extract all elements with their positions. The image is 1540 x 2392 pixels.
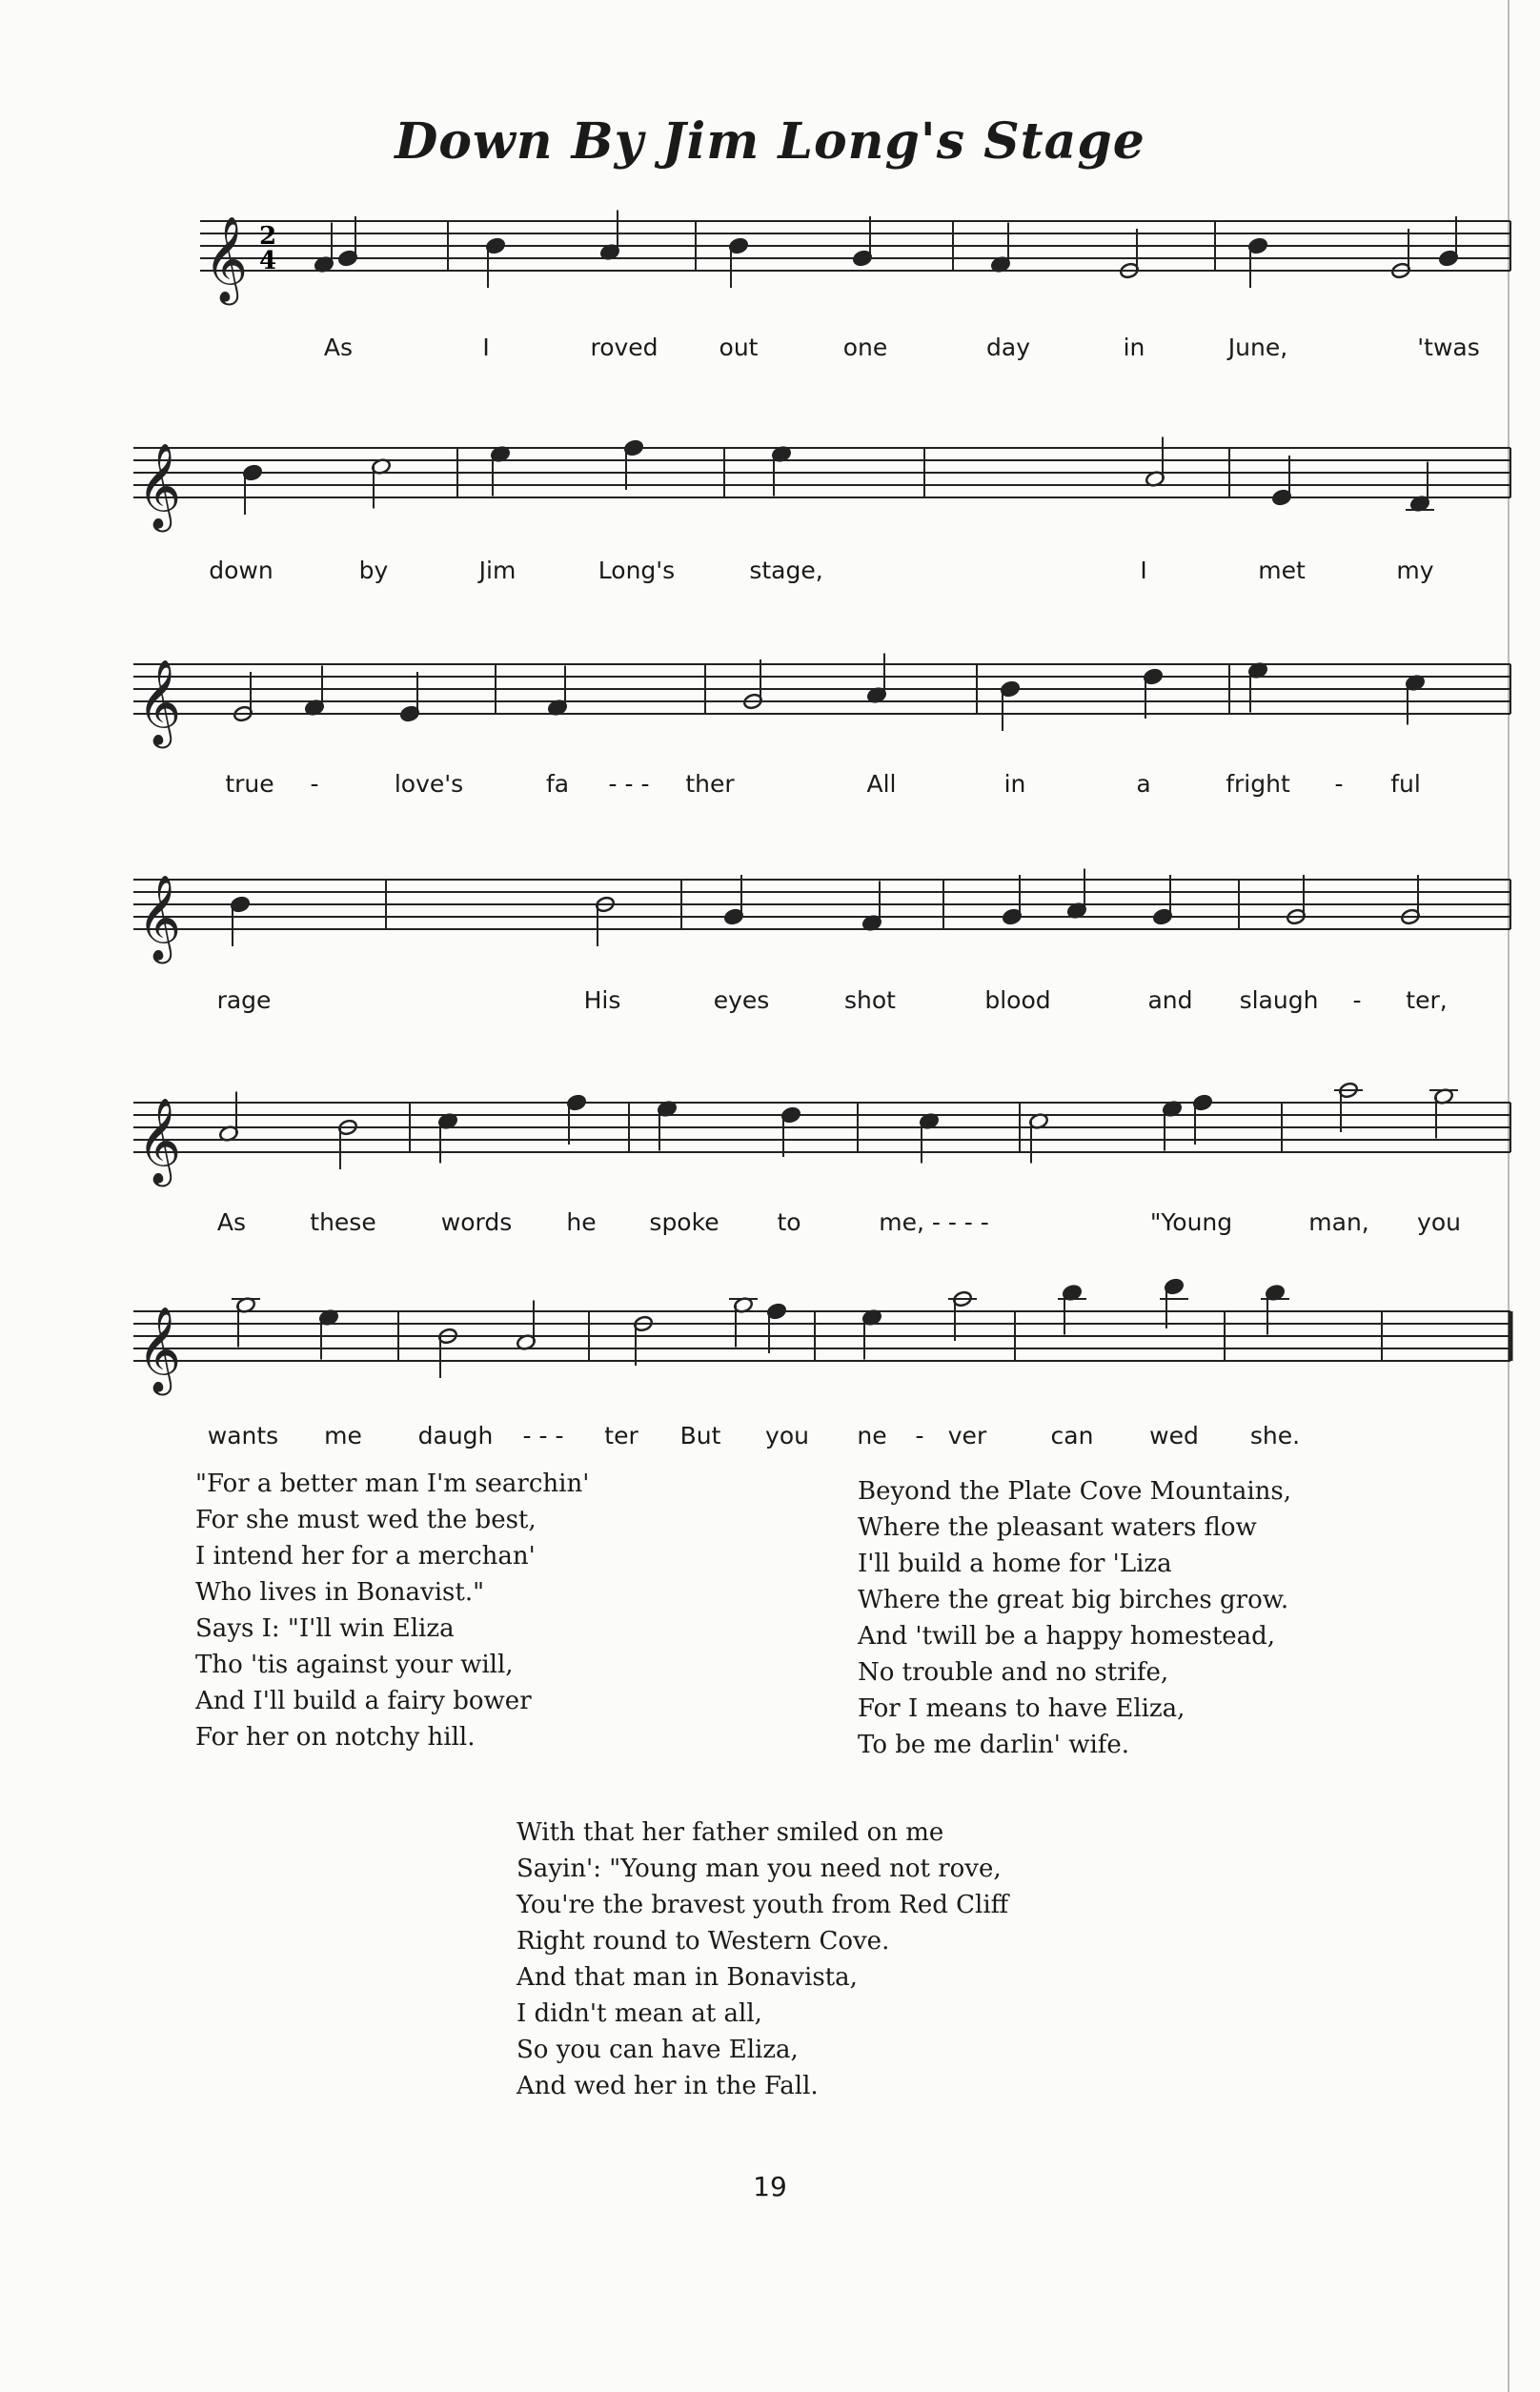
time-signature: 4: [259, 247, 277, 275]
lyric-syllable: As: [216, 1208, 247, 1236]
lyric-syllable: fright: [1226, 770, 1290, 798]
lyric-syllable: I: [1140, 557, 1147, 584]
lyric-syllable: Long's: [598, 557, 676, 584]
lyric-syllable: she.: [1249, 1422, 1301, 1449]
lyric-syllable: can: [1050, 1422, 1094, 1449]
lyric-syllable: stage,: [749, 557, 823, 584]
verse-line: With that her father smiled on me: [517, 1818, 944, 1847]
lyric-syllable: All: [866, 770, 897, 798]
verse-4: [517, 1814, 1008, 2104]
lyric-syllable: one: [842, 334, 888, 361]
verse-line: And 'twill be a happy homestead,: [858, 1622, 1276, 1651]
verse-line: "For a better man I'm searchin': [195, 1470, 590, 1498]
lyric-syllable: His: [583, 986, 621, 1014]
treble-clef-icon: 𝄞: [137, 1098, 182, 1184]
verse-line: Right round to Western Cove.: [517, 1927, 890, 1956]
lyric-syllable: met: [1258, 557, 1306, 584]
verse-3: [858, 1473, 1291, 1763]
lyric-syllable: man,: [1308, 1208, 1369, 1236]
lyric-syllable: daugh: [417, 1422, 494, 1449]
treble-clef-icon: 𝄞: [137, 659, 182, 745]
staff-system-5: [133, 1082, 1510, 1187]
verse-line: For her on notchy hill.: [195, 1723, 476, 1752]
lyric-syllable: wants: [207, 1422, 279, 1449]
lyric-syllable: "Young: [1149, 1208, 1233, 1236]
lyric-syllable: But: [679, 1422, 721, 1449]
verse-line: You're the bravest youth from Red Cliff: [517, 1891, 1009, 1919]
lyric-syllable: shot: [844, 986, 896, 1014]
lyric-syllable: ter,: [1406, 986, 1448, 1014]
verse-line: Who lives in Bonavist.": [195, 1578, 485, 1607]
lyric-syllable: out: [719, 334, 759, 361]
lyric-syllable: ver: [947, 1422, 987, 1449]
lyric-syllable: - - -: [608, 770, 650, 798]
lyric-syllable: I: [482, 334, 490, 361]
verse-line: And I'll build a fairy bower: [195, 1687, 532, 1715]
verse-line: Beyond the Plate Cove Mountains,: [858, 1477, 1292, 1506]
lyric-syllable: rage: [216, 986, 272, 1014]
verse-line: I'll build a home for 'Liza: [858, 1550, 1172, 1578]
lyric-syllable: me: [324, 1422, 362, 1449]
song-title: Down By Jim Long's Stage: [395, 112, 1145, 171]
verse-line: I didn't mean at all,: [517, 1999, 762, 2028]
lyric-syllable: in: [1003, 770, 1026, 798]
lyric-syllable: blood: [984, 986, 1051, 1014]
staff-system-6: [133, 1278, 1510, 1396]
verse-line: Where the great big birches grow.: [858, 1586, 1289, 1614]
lyric-syllable: Jim: [478, 557, 517, 584]
lyric-syllable: roved: [590, 334, 659, 361]
treble-clef-icon: 𝄞: [137, 1307, 182, 1392]
lyric-syllable: -: [915, 1422, 924, 1449]
lyric-syllable: ther: [685, 770, 735, 798]
verse-line: So you can have Eliza,: [517, 2036, 799, 2064]
lyric-syllable: slaugh: [1239, 986, 1319, 1014]
time-signature: 2: [259, 222, 277, 251]
lyric-syllable: ne: [857, 1422, 887, 1449]
lyric-syllable: day: [986, 334, 1030, 361]
verse-line: For she must wed the best,: [195, 1506, 537, 1534]
lyric-syllable: by: [358, 557, 389, 584]
lyric-syllable: As: [323, 334, 354, 361]
lyric-syllable: ter: [604, 1422, 638, 1449]
lyric-syllable: a: [1136, 770, 1151, 798]
lyric-syllable: these: [310, 1208, 376, 1236]
lyric-syllable: fa: [545, 770, 570, 798]
verse-line: For I means to have Eliza,: [858, 1694, 1185, 1723]
lyric-syllable: true: [225, 770, 274, 798]
lyric-syllable: eyes: [713, 986, 770, 1014]
lyric-syllable: ful: [1390, 770, 1421, 798]
staff-system-3: [133, 654, 1510, 750]
lyric-syllable: to: [777, 1208, 801, 1236]
lyric-syllable: -: [1334, 770, 1344, 798]
lyric-syllable: down: [209, 557, 274, 584]
staff-system-4: [133, 869, 1510, 965]
lyric-syllable: spoke: [649, 1208, 719, 1236]
verse-line: And that man in Bonavista,: [517, 1963, 858, 1992]
treble-clef-icon: 𝄞: [137, 875, 182, 961]
verse-2: [195, 1466, 589, 1755]
staff-system-2: [133, 437, 1510, 534]
lyric-syllable: my: [1396, 557, 1434, 584]
lyric-syllable: -: [310, 770, 319, 798]
treble-clef-icon: 𝄞: [204, 216, 249, 302]
page-number: 19: [753, 2171, 787, 2202]
verse-line: I intend her for a merchan': [195, 1542, 536, 1571]
verse-line: Tho 'tis against your will,: [195, 1651, 514, 1679]
lyric-syllable: June,: [1227, 334, 1288, 361]
treble-clef-icon: 𝄞: [137, 443, 182, 529]
lyric-syllable: you: [1417, 1208, 1461, 1236]
lyric-syllable: 'twas: [1417, 334, 1480, 361]
verse-line: And wed her in the Fall.: [517, 2072, 819, 2100]
verse-line: Sayin': "Young man you need not rove,: [517, 1855, 1002, 1883]
lyric-syllable: in: [1123, 334, 1145, 361]
lyric-syllable: and: [1147, 986, 1193, 1014]
lyric-syllable: - - -: [522, 1422, 564, 1449]
staff-system-1: [200, 211, 1510, 307]
lyric-syllable: -: [1352, 986, 1362, 1014]
verse-line: Where the pleasant waters flow: [858, 1513, 1257, 1542]
lyric-syllable: words: [440, 1208, 513, 1236]
verse-line: Says I: "I'll win Eliza: [195, 1614, 455, 1643]
lyric-syllable: love's: [394, 770, 464, 798]
lyric-syllable: wed: [1149, 1422, 1199, 1449]
verse-line: No trouble and no strife,: [858, 1658, 1169, 1687]
lyric-syllable: he: [566, 1208, 597, 1236]
lyric-syllable: me, - - - -: [879, 1208, 989, 1236]
lyric-syllable: you: [765, 1422, 809, 1449]
verse-line: To be me darlin' wife.: [858, 1731, 1130, 1759]
